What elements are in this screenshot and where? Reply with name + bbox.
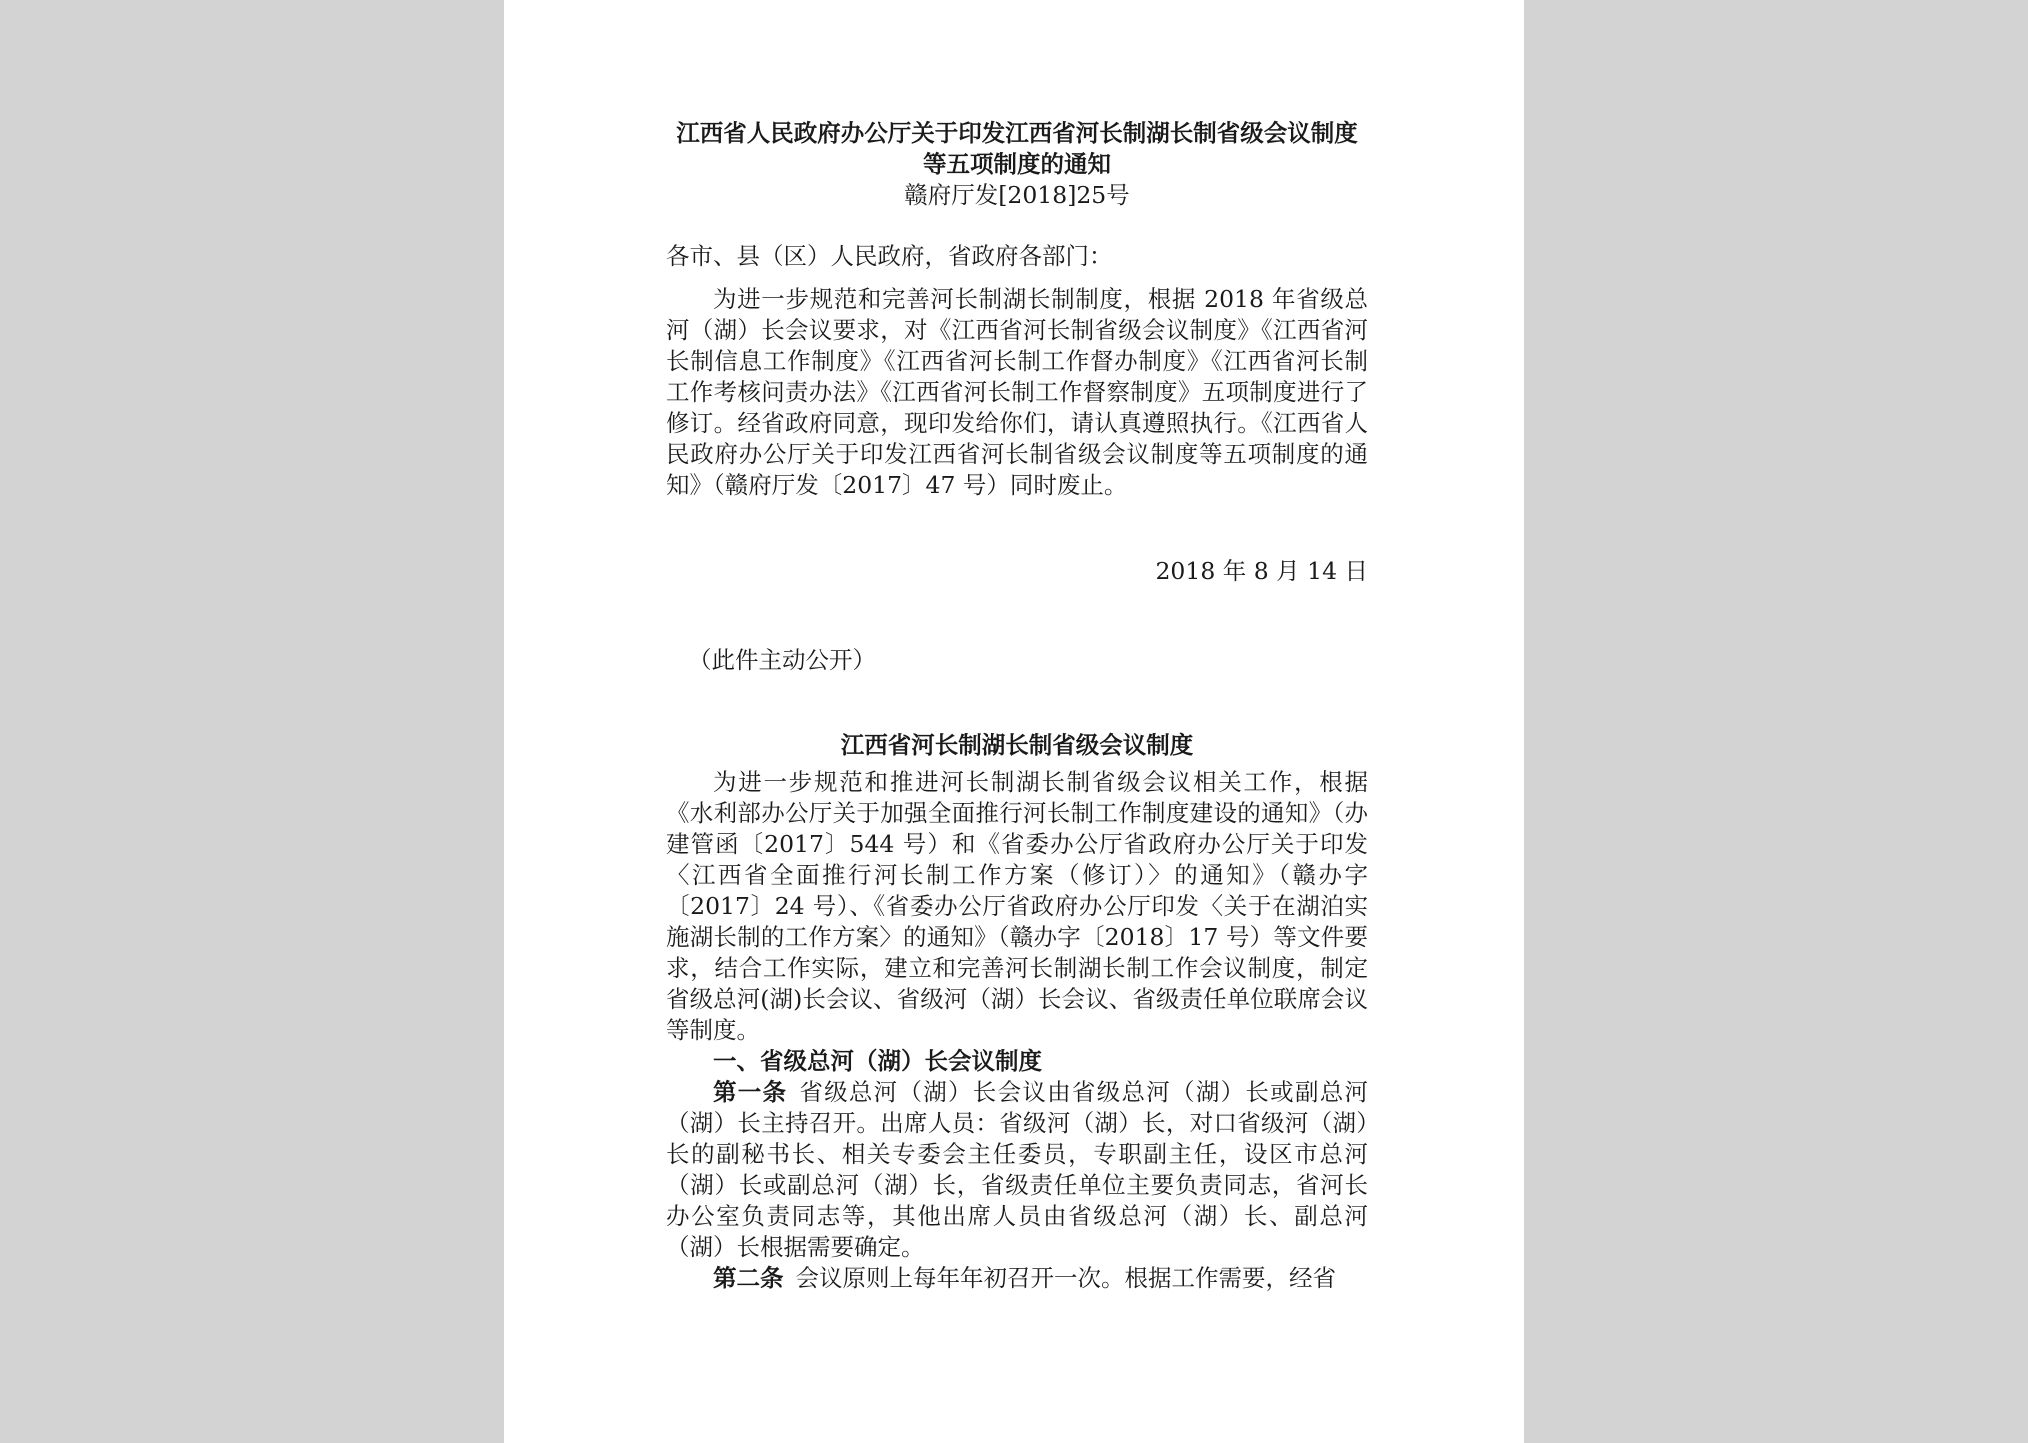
article-1-text: 省级总河（湖）长会议由省级总河（湖）长或副总河（湖）长主持召开。出席人员：省级河（湖）长，对口省级河（湖）长的副秘书长、相关专委会主任委员，专职副主任，设区市总河（湖）长或副总河（湖）长，省级责任单位主要负责同志，省河长办公室负责同志等，其他出席人员由省级总河（湖）长、副总河（湖）长根据需要确定。 [666, 1078, 1369, 1261]
article-2-text: 会议原则上每年年初召开一次。根据工作需要，经省 [795, 1264, 1336, 1292]
salutation: 各市、县（区）人民政府，省政府各部门： [666, 242, 1113, 270]
public-disclosure-note: （此件主动公开） [688, 646, 876, 674]
notice-title-line2: 等五项制度的通知 [923, 150, 1111, 178]
article-1 [666, 1077, 1368, 1263]
notice-body: 为进一步规范和完善河长制湖长制制度，根据 2018 年省级总河（湖）长会议要求，对《江西省河长制省级会议制度》《江西省河长制信息工作制度》《江西省河长制工作督办制度》《江西省河长制工作考核问责办法》《江西省河长制工作督察制度》五项制度进行了修订。经省政府同意，现印发给你们，请认真遵照执行。《江西省人民政府办公厅关于印发江西省河长制省级会议制度等五项制度的通知》（赣府厅发〔2017〕47 号）同时废止。 [666, 285, 1368, 499]
document-content [666, 118, 1368, 1294]
section-heading-1: 一、省级总河（湖）长会议制度 [713, 1047, 1042, 1075]
article-2 [666, 1263, 1368, 1294]
notice-title-line1: 江西省人民政府办公厅关于印发江西省河长制湖长制省级会议制度 [676, 119, 1358, 147]
article-2-label: 第二条 [713, 1264, 784, 1292]
issue-date: 2018 年 8 月 14 日 [1155, 557, 1368, 585]
regulation-title: 江西省河长制湖长制省级会议制度 [840, 731, 1194, 759]
document-page [504, 0, 1524, 1443]
document-number: 赣府厅发[2018]25号 [904, 181, 1130, 209]
article-1-label: 第一条 [713, 1078, 788, 1106]
regulation-intro: 为进一步规范和推进河长制湖长制省级会议相关工作，根据《水利部办公厅关于加强全面推行河长制工作制度建设的通知》（办建管函〔2017〕544 号）和《省委办公厅省政府办公厅关于印发〈江西省全面推行河长制工作方案（修订）〉的通知》（赣办字〔2017〕24 号）、《省委办公厅省政府办公厅印发〈关于在湖泊实施湖长制的工作方案〉的通知》（赣办字〔2018〕17 号）等文件要求，结合工作实际，建立和完善河长制湖长制工作会议制度，制定省级总河(湖)长会议、省级河（湖）长会议、省级责任单位联席会议等制度。 [666, 768, 1368, 1044]
